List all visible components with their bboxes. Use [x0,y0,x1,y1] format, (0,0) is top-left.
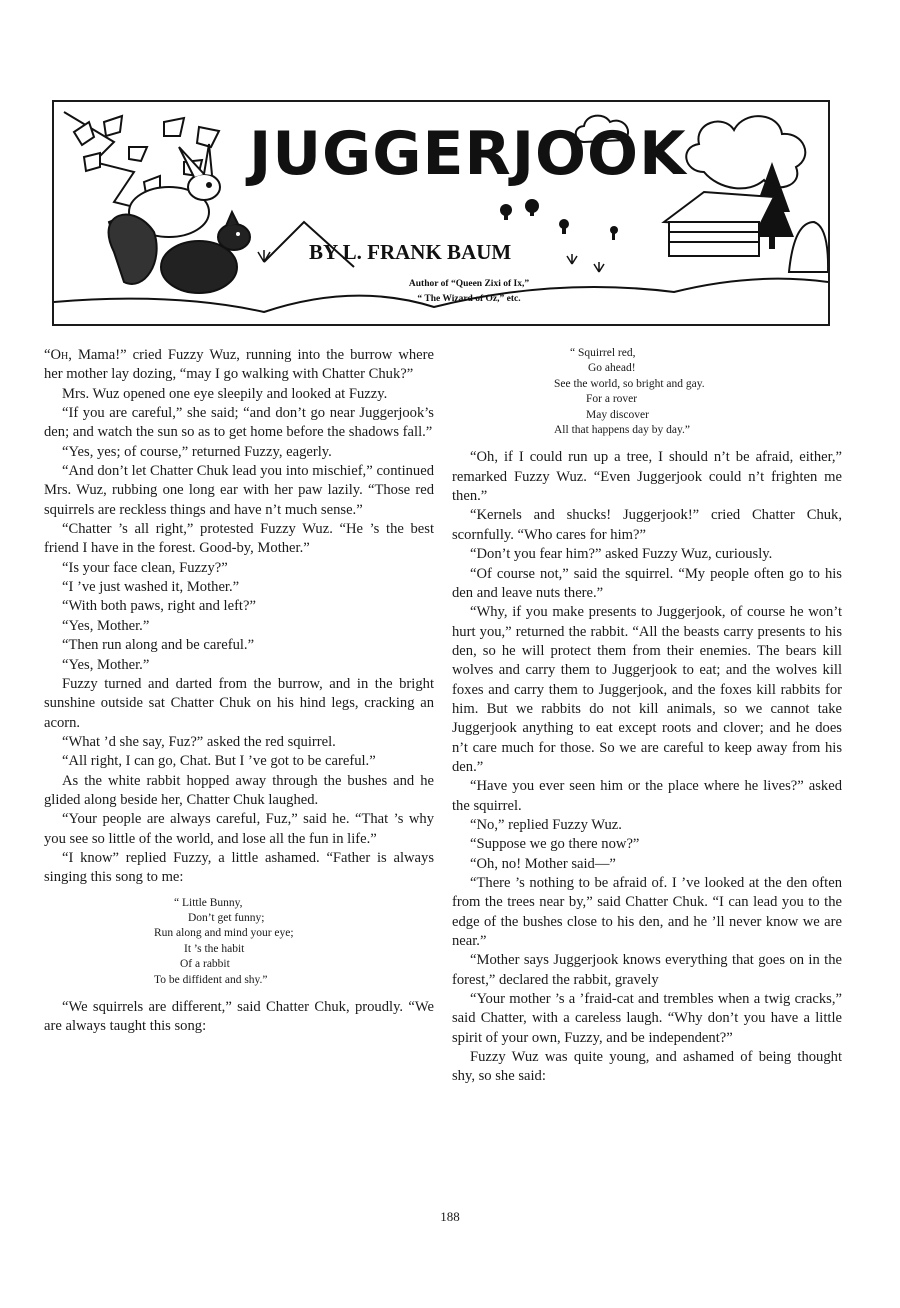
poem-line: Go ahead! [588,362,636,375]
paragraph: “I know” replied Fuzzy, a little ashamed. “Father is always singing this song to me: [44,849,434,886]
header-illustration [52,100,830,326]
paragraph-text: Mama!” cried Fuzzy Wuz, running into the burrow where her mother lay dozing, “may I go walking with Chatter Chuk?” [44,347,434,383]
paragraph: “Is your face clean, Fuzzy?” [62,559,228,576]
poem-line: “ Little Bunny, [174,896,243,909]
poem-line: Run along and mind your eye; [154,927,294,940]
paragraph: “Chatter ’s all right,” protested Fuzzy Wuz. “He ’s the best friend I have in the forest. Good-by, Mother.” [44,521,434,557]
paragraph: “Of course not,” said the squirrel. “My people often go to his den and leave nuts there.” [452,565,842,601]
paragraph: “There ’s nothing to be afraid of. I ’ve looked at the den often from the trees near by,” said Chatter Chuk. “I can lead you to the edge of the bushes close to his den, and he ’ll never know we are near.” [452,875,842,950]
credit-line-2: “ The Wizard of Oz,” etc. [417,294,521,304]
haystack-icon [789,222,828,272]
paragraph: “What ’d she say, Fuz?” asked the red squirrel. [62,733,336,750]
paragraph: “Yes, yes; of course,” returned Fuzzy, eagerly. [62,443,332,460]
paragraph: “Have you ever seen him or the place where he lives?” asked the squirrel. [452,778,842,814]
paragraph: “No,” replied Fuzzy Wuz. [470,816,622,833]
cabin-icon [664,192,774,256]
poem-line: To be diffident and shy.” [154,973,268,986]
poem-line: It ’s the habit [184,942,245,955]
article-title: JUGGERJOOK [249,119,687,189]
paragraph [44,346,434,385]
paragraph: “Mother says Juggerjook knows everything that goes on in the forest,” declared the rabbit, gravely [452,952,842,988]
author-byline: BY L. FRANK BAUM [309,240,512,264]
paragraph: “Then run along and be careful.” [62,637,255,654]
poem-line: Don’t get funny; [188,912,265,925]
poem-line: Of a rabbit [180,958,230,971]
left-column [44,346,434,1037]
paragraph: “Don’t you fear him?” asked Fuzzy Wuz, curiously. [470,546,773,563]
paragraph: “Oh, if I could run up a tree, I should n’t be afraid, either,” remarked Fuzzy Wuz. “Even Juggerjook could n’t frighten me then.” [452,449,842,505]
poem-line: “ Squirrel red, [570,347,636,359]
paragraph: As the white rabbit hopped away through the bushes and he glided along beside her, Chatter Chuk laughed. [44,772,434,808]
paragraph: “All right, I can go, Chat. But I ’ve got to be careful.” [62,753,376,770]
bush-icon [500,199,618,240]
paragraph: “Your people are always careful, Fuz,” said he. “That ’s why you see so little of the world, and lose all the fun in life.” [44,811,434,847]
paragraph: “If you are careful,” she said; “and don’t go near Juggerjook’s den; and watch the sun so as to get home before the shadows fall.” [44,405,434,441]
paragraph: “Suppose we go there now?” [470,836,640,853]
paragraph: “Yes, Mother.” [62,617,150,634]
credit-line-1: Author of “Queen Zixi of Ix,” [408,279,530,289]
poem-line: All that happens day by day.” [554,424,690,437]
author-credit [354,277,584,307]
drop-lead: “Oh, [44,347,72,363]
paragraph: “With both paws, right and left?” [62,598,256,615]
paragraph: “We squirrels are different,” said Chatter Chuk, proudly. “We are always taught this song: [44,999,434,1035]
poem-line: See the world, so bright and gay. [554,377,705,390]
paragraph: “Why, if you make presents to Juggerjook, of course he won’t hurt you,” returned the rabbit. “All the beasts carry presents to his den, so he will protect them from their enemies. The bears kill wolves and carry them to Juggerjook to eat; and the wolves kill foxes and carry them to Juggerjook, and the foxes kill rabbits for him. But we rabbits do not kill animals, so we cannot take Juggerjook anything to eat except roots and clover; and he does n’t care much for those. So we are careful to keep away from his den.” [452,604,842,775]
poem-line: For a rover [586,393,638,406]
paragraph: Mrs. Wuz opened one eye sleepily and looked at Fuzzy. [62,385,388,402]
page-number: 188 [440,1209,460,1224]
right-column [452,346,842,1087]
paragraph: “I ’ve just washed it, Mother.” [62,579,240,596]
poem-line: May discover [586,408,649,421]
paragraph: “Kernels and shucks! Juggerjook!” cried Chatter Chuk, scornfully. “Who cares for him?” [452,507,842,543]
paragraph: Fuzzy Wuz was quite young, and ashamed of being thought shy, so she said: [452,1049,842,1085]
paragraph: “Your mother ’s a ’fraid-cat and trembles when a twig cracks,” said Chatter, with a careless laugh. “Why don’t you have a little spirit of your own, Fuzzy, and be independent?” [452,991,842,1046]
bunny-poem [44,896,434,988]
paragraph: “And don’t let Chatter Chuk lead you into mischief,” continued Mrs. Wuz, rubbing one long ear with her paw lazily. “Those red squirrels are reckless things and have n’t much sense.” [44,463,434,518]
paragraph: “Oh, no! Mother said—” [470,855,616,872]
paragraph: Fuzzy turned and darted from the burrow, and in the bright sunshine outside sat Chatter Chuk on his hind legs, cracking an acorn. [44,675,434,731]
squirrel-poem [452,346,842,438]
paragraph: “Yes, Mother.” [62,656,150,673]
